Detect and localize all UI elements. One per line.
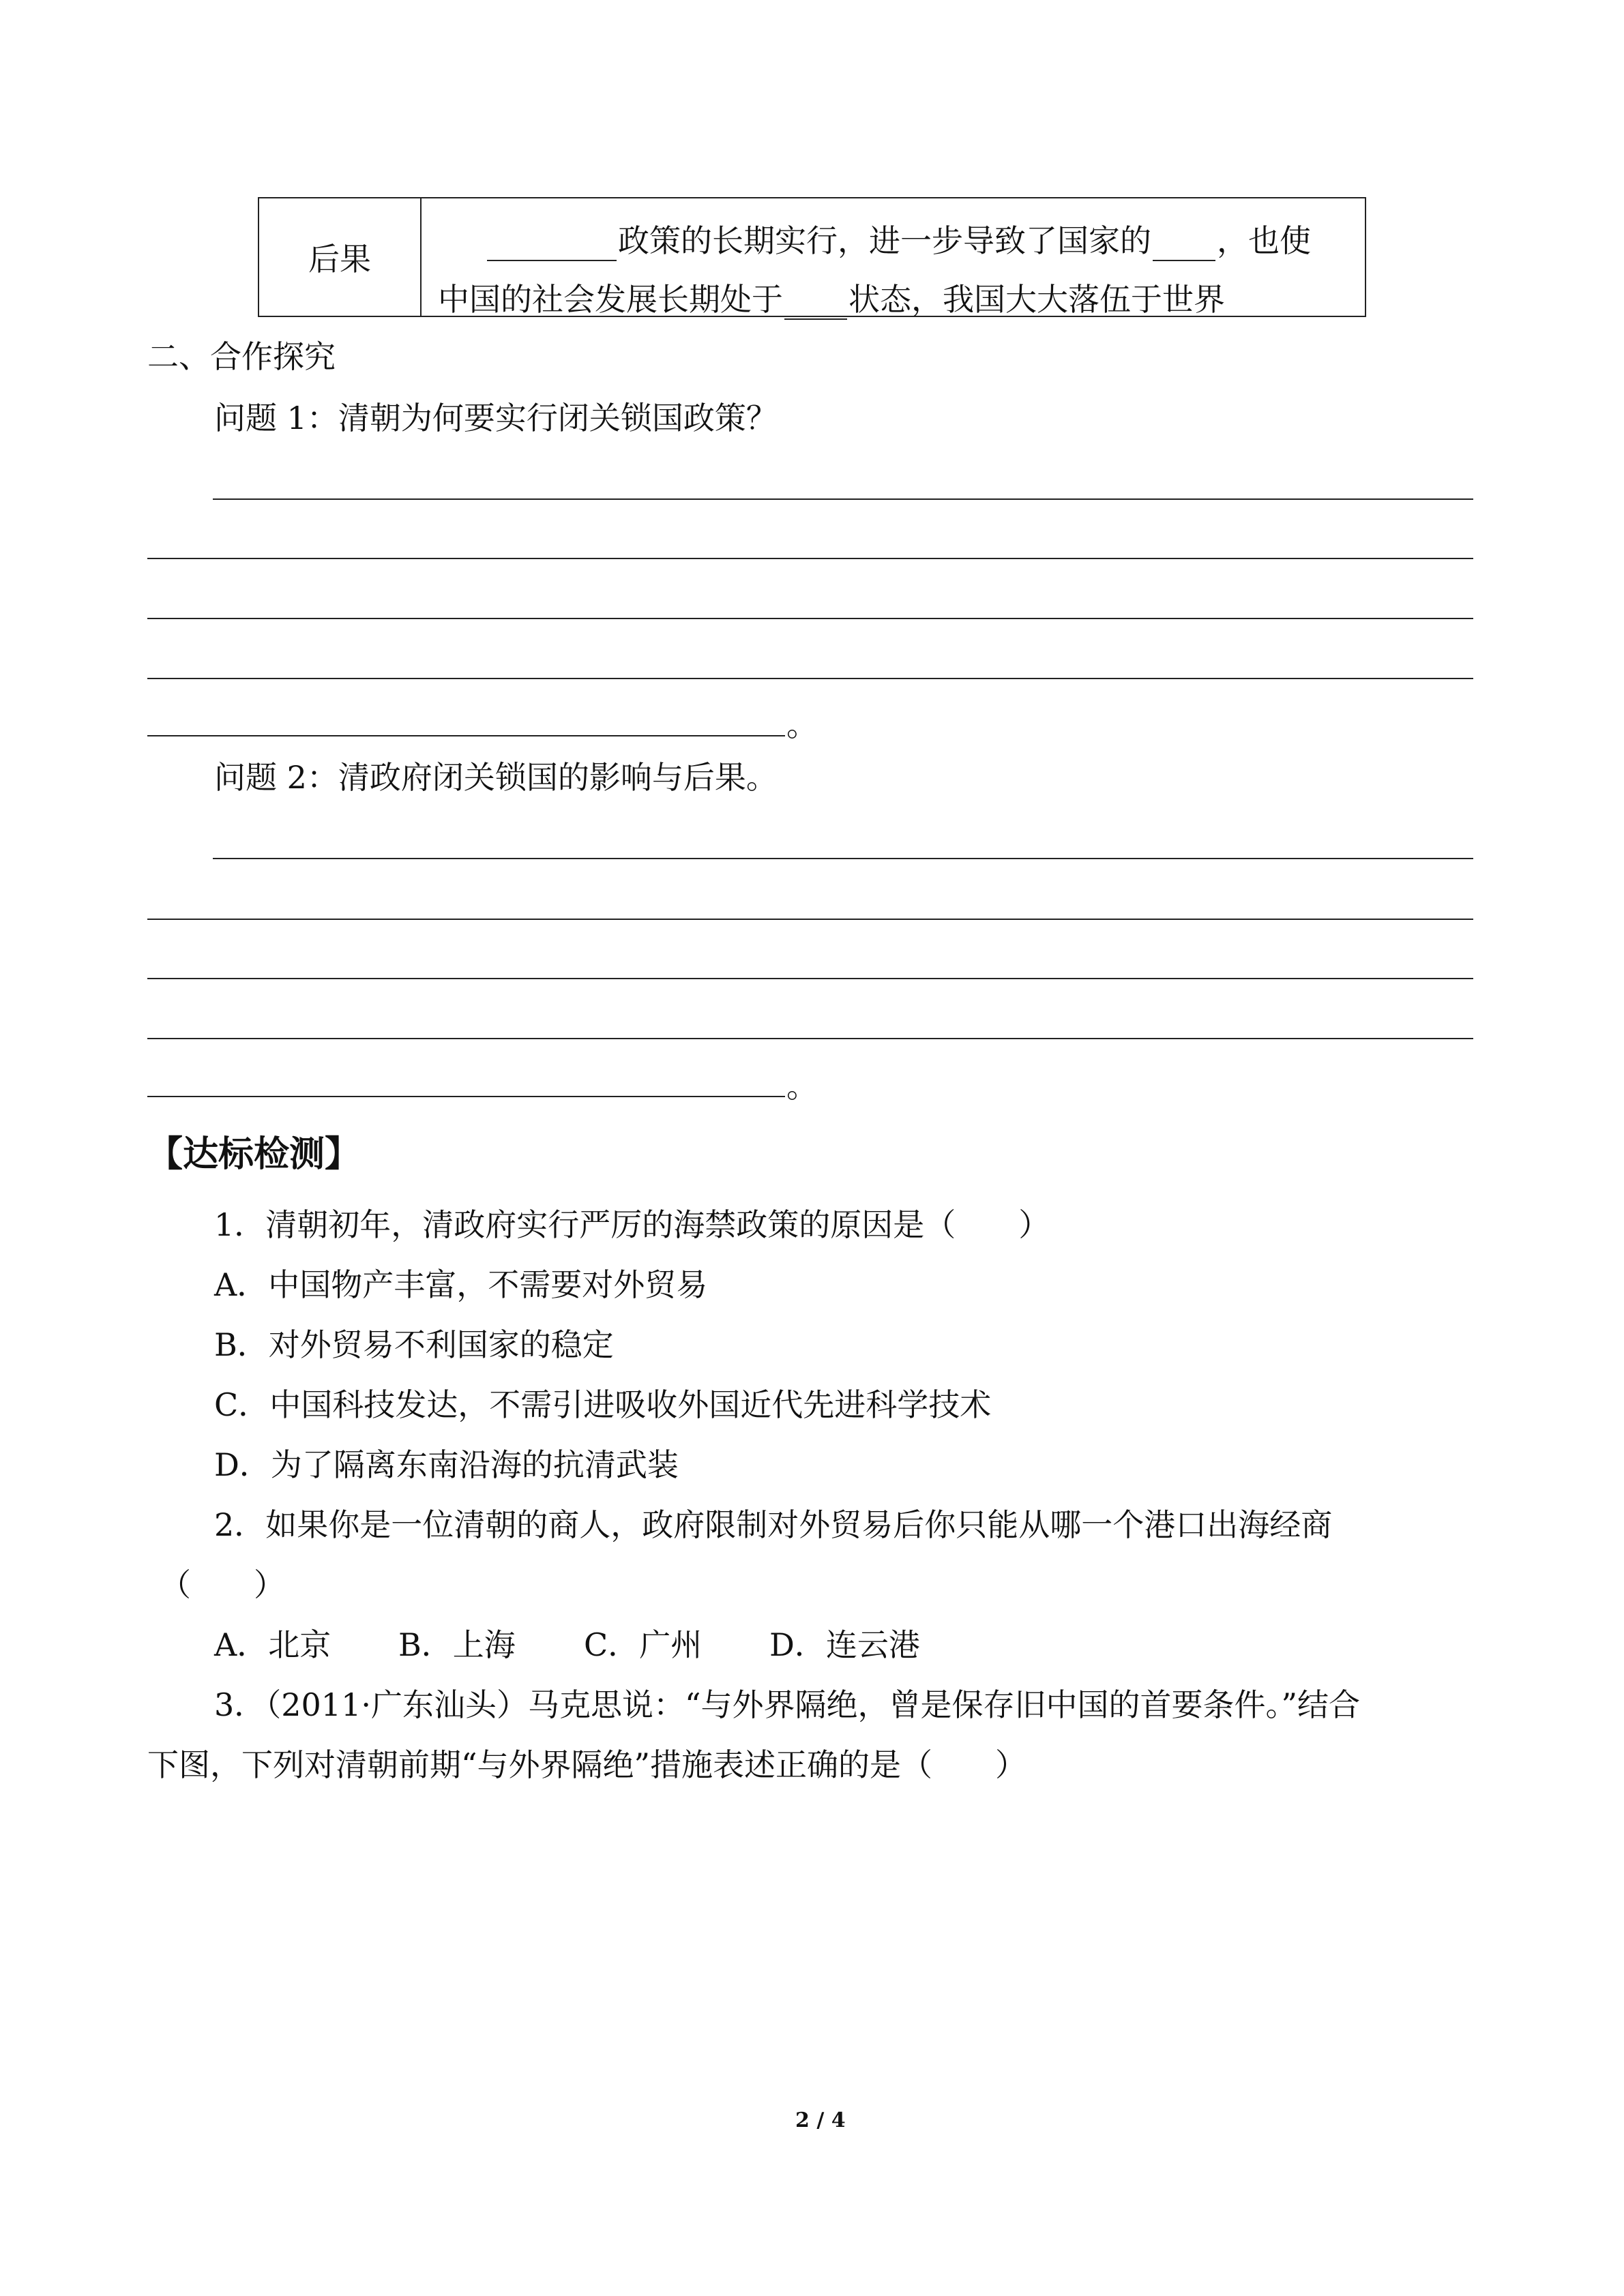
test-q1-option-c: C．中国科技发达，不需引进吸收外国近代先进科学技术 <box>214 1386 992 1423</box>
test-q2-option-c: C．广州 <box>584 1626 703 1663</box>
test-q3-stem-line-2: 下图，下列对清朝前期“与外界隔绝”措施表述正确的是（ ） <box>147 1746 1027 1783</box>
test-q2-stem-line-2: （ ） <box>160 1566 285 1603</box>
result-line-1-text-b: ，也使 <box>1217 222 1311 259</box>
test-q2-option-b: B．上海 <box>398 1626 516 1663</box>
result-line-2 <box>438 275 1225 320</box>
result-line-2-text-b: 状态，我国大大落伍于世界 <box>848 281 1225 318</box>
blank-national-state[interactable] <box>1153 230 1215 261</box>
test-q1-option-d: D．为了隔离东南沿海的抗清武装 <box>214 1446 679 1483</box>
q1-answer-line-1[interactable] <box>213 498 1473 500</box>
result-label-cell: 后果 <box>259 198 422 316</box>
q2-answer-line-2[interactable] <box>147 919 1473 920</box>
q2-end-mark: 。 <box>786 1068 818 1105</box>
q1-answer-line-2[interactable] <box>147 558 1473 559</box>
q2-answer-line-1[interactable] <box>213 858 1473 859</box>
test-q2-option-d: D．连云港 <box>769 1626 920 1663</box>
test-heading: 【达标检测】 <box>147 1134 361 1175</box>
q1-end-mark: 。 <box>786 706 818 743</box>
result-line-1-text-a: 政策的长期实行，进一步导致了国家的 <box>618 222 1151 259</box>
page-number: 2 / 4 <box>795 2108 846 2132</box>
question-1: 问题 1：清朝为何要实行闭关锁国政策？ <box>214 400 778 436</box>
q2-answer-line-5[interactable] <box>147 1096 785 1097</box>
q2-answer-line-3[interactable] <box>147 978 1473 979</box>
q1-answer-line-3[interactable] <box>147 618 1473 619</box>
result-line-1 <box>442 216 1311 261</box>
q1-answer-line-5[interactable] <box>147 735 785 736</box>
cooperative-heading: 二、合作探究 <box>147 338 336 375</box>
result-table <box>258 197 1366 317</box>
question-2: 问题 2：清政府闭关锁国的影响与后果。 <box>214 759 778 796</box>
test-q3-stem-line-1: 3．（2011·广东汕头）马克思说：“与外界隔绝，曾是保存旧中国的首要条件。”结合 <box>214 1686 1360 1723</box>
q1-answer-line-4[interactable] <box>147 678 1473 679</box>
result-line-2-text-a: 中国的社会发展长期处于 <box>438 281 783 318</box>
blank-policy-name[interactable] <box>487 230 617 261</box>
q2-answer-line-4[interactable] <box>147 1038 1473 1039</box>
test-q2-stem-line-1: 2．如果你是一位清朝的商人，政府限制对外贸易后你只能从哪一个港口出海经商 <box>214 1506 1333 1543</box>
test-q1-option-a: A．中国物产丰富，不需要对外贸易 <box>214 1266 708 1303</box>
blank-development-state[interactable] <box>784 288 847 320</box>
test-q1-option-b: B．对外贸易不利国家的稳定 <box>214 1326 614 1363</box>
test-q1-stem: 1．清朝初年，清政府实行严厉的海禁政策的原因是（ ） <box>214 1206 1050 1243</box>
test-q2-option-a: A．北京 <box>214 1626 331 1663</box>
